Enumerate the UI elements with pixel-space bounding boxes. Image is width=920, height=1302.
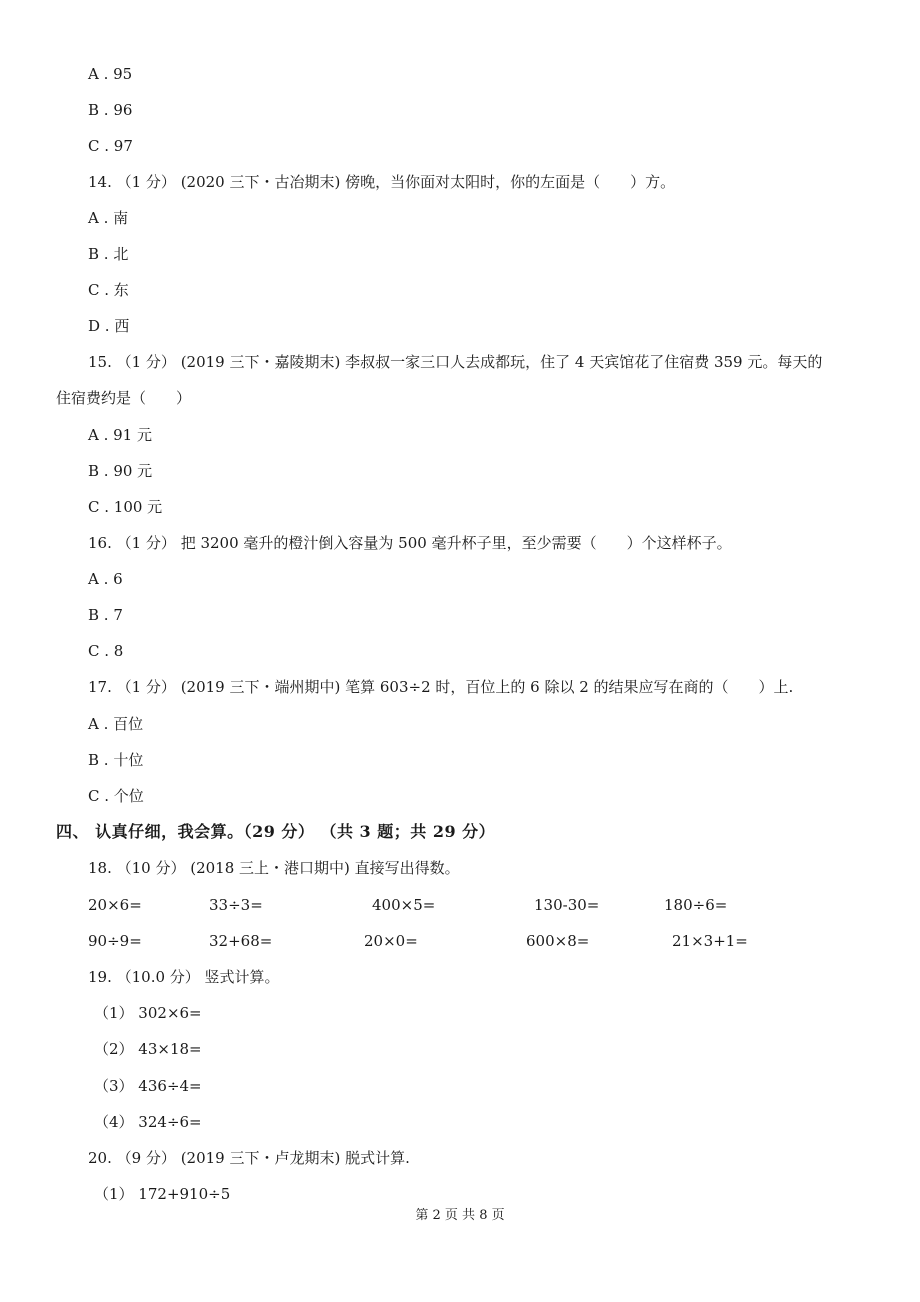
q19-item-3: （3） 436÷4=: [94, 1077, 202, 1095]
q19-item-4: （4） 324÷6=: [94, 1113, 202, 1131]
q16-option-a: A . 6: [88, 570, 123, 588]
section-heading: 四、 认真仔细，我会算。（29 分） （共 3 题；共 29 分）: [56, 822, 496, 841]
q18-calc-5: 180÷6=: [664, 896, 728, 914]
page-number: 第 2 页 共 8 页: [415, 1208, 505, 1223]
q16-option-b: B . 7: [88, 606, 123, 624]
q18-calc-8: 20×0=: [364, 932, 418, 950]
q18-calc-10: 21×3+1=: [672, 932, 748, 950]
q18-calc-4: 130-30=: [534, 896, 600, 914]
q16-question: 16. （1 分） 把 3200 毫升的橙汁倒入容量为 500 毫升杯子里，至少需要（ ）个这样杯子。: [88, 534, 732, 552]
q14-option-d: D . 西: [88, 317, 130, 335]
q18-calc-7: 32+68=: [209, 932, 273, 950]
q15-option-a: A . 91 元: [88, 426, 152, 444]
q13-option-c: C . 97: [88, 137, 133, 155]
q18-calc-6: 90÷9=: [88, 932, 142, 950]
q16-option-c: C . 8: [88, 642, 124, 660]
q14-option-a: A . 南: [88, 209, 129, 227]
q18-calc-1: 20×6=: [88, 896, 142, 914]
q20-item-1: （1） 172+910÷5: [94, 1185, 231, 1203]
q13-option-b: B . 96: [88, 101, 133, 119]
q14-option-b: B . 北: [88, 245, 129, 263]
q19-item-2: （2） 43×18=: [94, 1040, 202, 1058]
q15-question-line1: 15. （1 分） (2019 三下・嘉陵期末) 李叔叔一家三口人去成都玩，住了 4 天宾馆花了住宿费 359 元。每天的: [88, 353, 823, 371]
q17-question: 17. （1 分） (2019 三下・端州期中) 笔算 603÷2 时，百位上的 6 除以 2 的结果应写在商的（ ）上.: [88, 678, 794, 696]
q14-question: 14. （1 分） (2020 三下・古冶期末) 傍晚，当你面对太阳时，你的左面是（ ）方。: [88, 173, 676, 191]
q18-question: 18. （10 分） (2018 三上・港口期中) 直接写出得数。: [88, 859, 460, 877]
q17-option-c: C . 个位: [88, 787, 144, 805]
q15-question-line2: 住宿费约是（ ）: [56, 389, 192, 407]
q17-option-a: A . 百位: [88, 715, 144, 733]
q19-question: 19. （10.0 分） 竖式计算。: [88, 968, 280, 986]
q18-calc-2: 33÷3=: [209, 896, 263, 914]
q13-option-a: A . 95: [88, 65, 133, 83]
q18-calc-9: 600×8=: [526, 932, 590, 950]
q19-item-1: （1） 302×6=: [94, 1004, 202, 1022]
q15-option-b: B . 90 元: [88, 462, 153, 480]
q20-question: 20. （9 分） (2019 三下・卢龙期末) 脱式计算.: [88, 1149, 410, 1167]
q14-option-c: C . 东: [88, 281, 129, 299]
q18-calc-3: 400×5=: [372, 896, 436, 914]
q17-option-b: B . 十位: [88, 751, 144, 769]
q15-option-c: C . 100 元: [88, 498, 163, 516]
